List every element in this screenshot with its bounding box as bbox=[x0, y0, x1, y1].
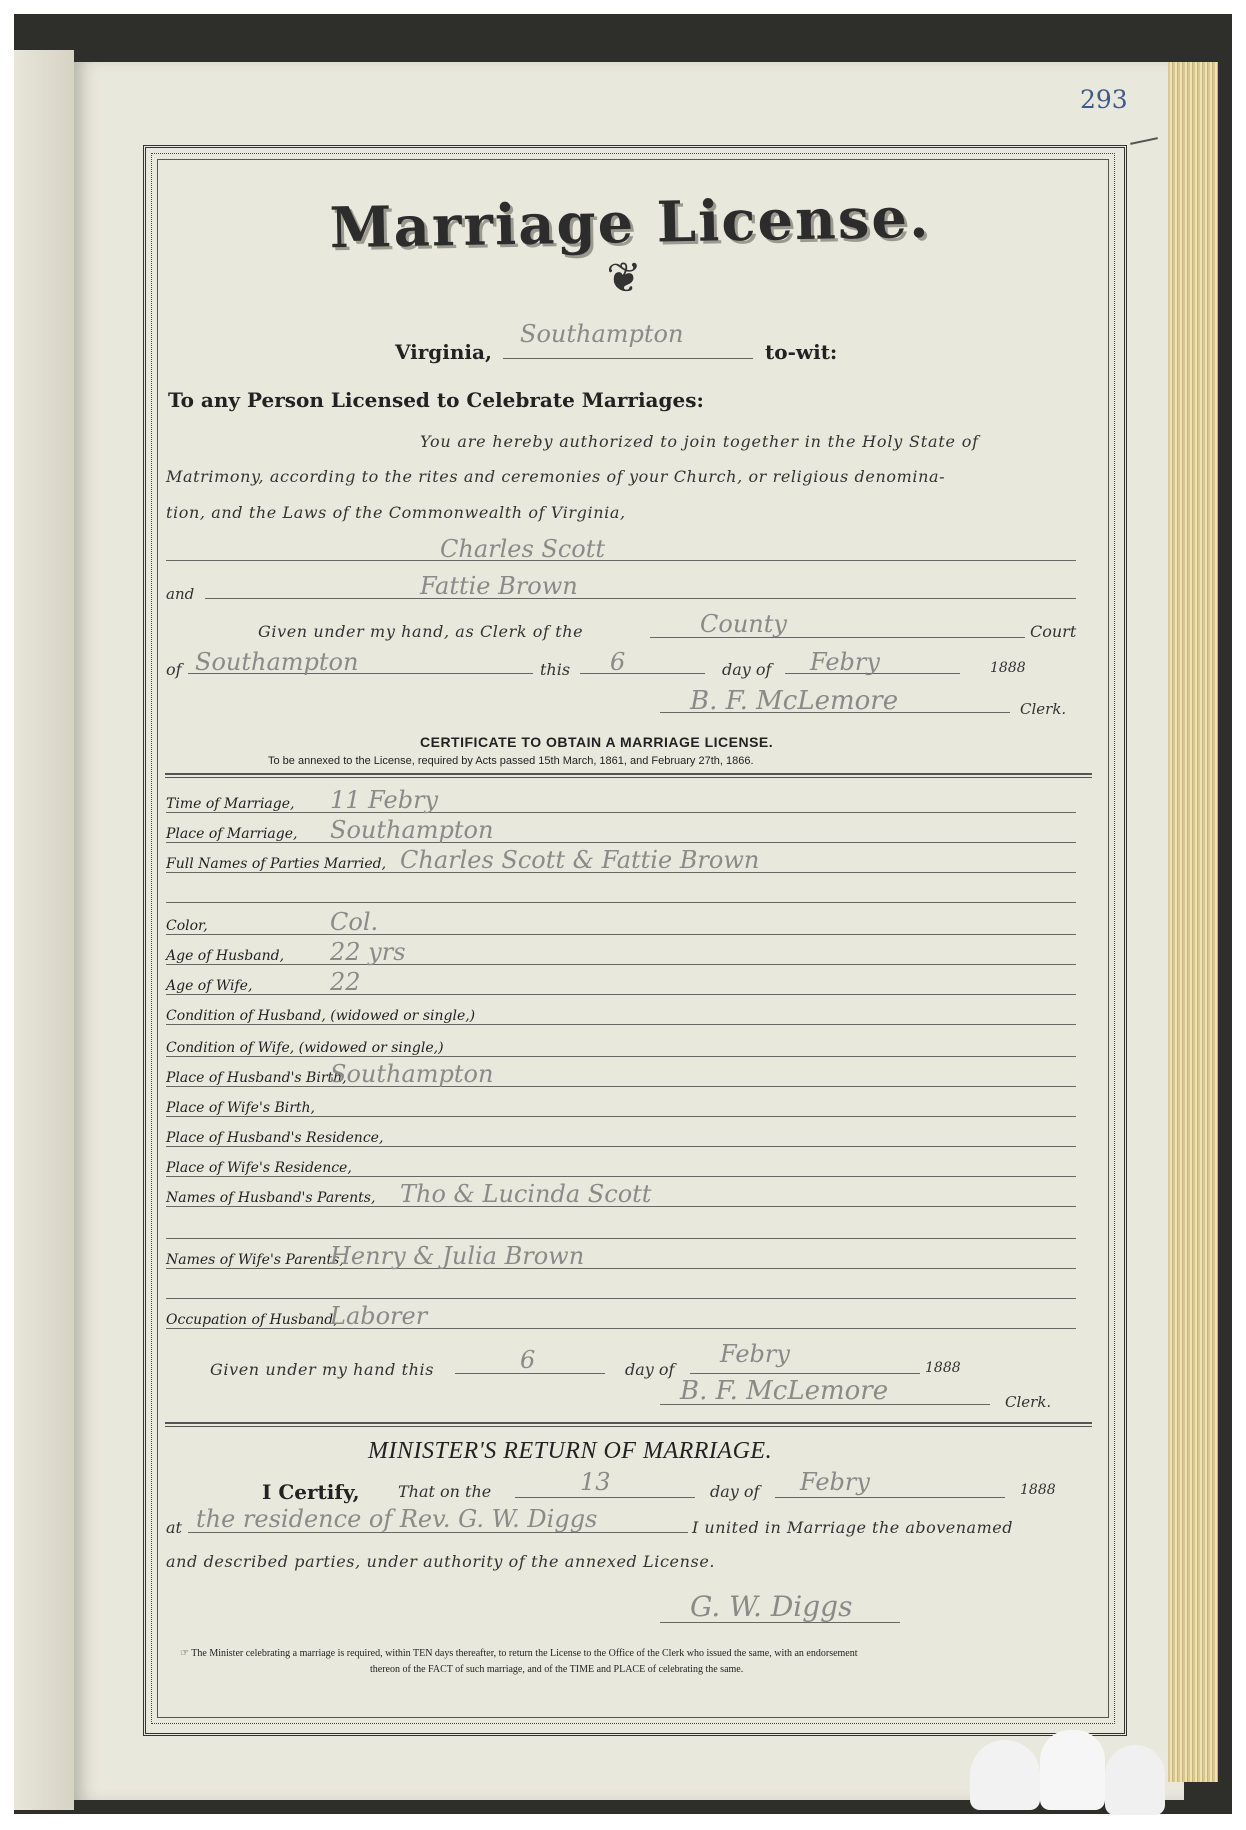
field-value: Charles Scott & Fattie Brown bbox=[400, 846, 760, 874]
license-title: Marriage License. bbox=[329, 184, 931, 262]
year-label: 1888 bbox=[990, 660, 1026, 676]
field-label: Condition of Husband, (widowed or single,) bbox=[166, 1008, 476, 1024]
party2-value: Fattie Brown bbox=[420, 572, 578, 600]
to-wit-label: to-wit: bbox=[765, 340, 838, 364]
glove-finger bbox=[1105, 1745, 1165, 1815]
return-year: 1888 bbox=[1020, 1482, 1056, 1498]
return-month-value: Febry bbox=[800, 1468, 870, 1496]
location-value: the residence of Rev. G. W. Diggs bbox=[196, 1505, 598, 1533]
field-label: Names of Wife's Parents, bbox=[166, 1252, 344, 1268]
field-line bbox=[166, 902, 1076, 903]
field-value: 22 yrs bbox=[330, 938, 406, 966]
court-label: Court bbox=[1030, 622, 1077, 641]
return-heading: MINISTER'S RETURN OF MARRIAGE. bbox=[368, 1438, 773, 1464]
glove-finger bbox=[970, 1740, 1040, 1810]
field-value: Laborer bbox=[330, 1302, 428, 1330]
given-line-label: Given under my hand this bbox=[210, 1360, 435, 1379]
emblem-icon: ❦ bbox=[606, 253, 642, 302]
field-label: Time of Marriage, bbox=[166, 796, 295, 812]
field-line bbox=[166, 1116, 1076, 1117]
day-line bbox=[580, 673, 705, 674]
field-label: Condition of Wife, (widowed or single,) bbox=[166, 1040, 444, 1056]
pointing-hand-icon: ☞ bbox=[180, 1648, 189, 1659]
field-value: Col. bbox=[330, 908, 379, 936]
described-text: and described parties, under authority of the annexed License. bbox=[166, 1552, 716, 1571]
return-day-value: 13 bbox=[580, 1468, 611, 1496]
field-value: Southampton bbox=[330, 816, 494, 844]
given-month-line bbox=[690, 1373, 920, 1374]
field-label: Place of Wife's Birth, bbox=[166, 1100, 316, 1116]
day-of-label: day of bbox=[722, 660, 772, 679]
clerk-signature: B. F. McLemore bbox=[690, 686, 899, 716]
at-label: at bbox=[166, 1518, 182, 1537]
this-label: this bbox=[540, 660, 571, 679]
day-value: 6 bbox=[610, 648, 626, 676]
certificate-rule bbox=[165, 773, 1092, 778]
authorization-line-3: tion, and the Laws of the Commonwealth of Virginia, bbox=[166, 503, 626, 522]
glove-finger bbox=[1040, 1730, 1105, 1810]
that-on-the-label: That on the bbox=[398, 1482, 492, 1501]
field-label: Occupation of Husband, bbox=[166, 1312, 338, 1328]
field-line bbox=[166, 1086, 1076, 1087]
field-line bbox=[166, 964, 1076, 965]
given-under-hand: Given under my hand, as Clerk of the bbox=[258, 622, 584, 641]
field-line bbox=[166, 842, 1076, 843]
field-line bbox=[166, 1056, 1076, 1057]
certificate-subheading: To be annexed to the License, required by Acts passed 15th March, 1861, and February 27th, 1866. bbox=[268, 755, 754, 767]
field-line bbox=[166, 1268, 1076, 1269]
return-day-of-label: day of bbox=[710, 1482, 760, 1501]
and-label: and bbox=[166, 585, 195, 603]
united-text: I united in Marriage the abovenamed bbox=[692, 1518, 1013, 1537]
page-number: 293 bbox=[1080, 85, 1128, 114]
authorization-line-2: Matrimony, according to the rites and ceremonies of your Church, or religious denomina- bbox=[166, 467, 946, 486]
given-day-of-label: day of bbox=[625, 1360, 675, 1379]
field-label: Place of Marriage, bbox=[166, 826, 298, 842]
field-line bbox=[166, 994, 1076, 995]
county-value: Southampton bbox=[520, 320, 684, 348]
minister-signature: G. W. Diggs bbox=[690, 1590, 853, 1623]
footnote-line-2: thereon of the FACT of such marriage, and of the TIME and PLACE of celebrating the same. bbox=[370, 1664, 744, 1675]
field-label: Age of Wife, bbox=[166, 978, 253, 994]
given-month-value: Febry bbox=[720, 1340, 790, 1368]
field-value: Tho & Lucinda Scott bbox=[400, 1180, 652, 1208]
field-label: Full Names of Parties Married, bbox=[166, 856, 387, 872]
footnote-text-1: The Minister celebrating a marriage is required, within TEN days thereafter, to return the License to the Office of the Clerk who issued the same, with an endorsement bbox=[191, 1648, 858, 1659]
page-edges bbox=[1168, 62, 1218, 1782]
field-value: Southampton bbox=[330, 1060, 494, 1088]
field-label: Age of Husband, bbox=[166, 948, 285, 964]
state-label: Virginia, bbox=[395, 340, 492, 364]
field-value: 22 bbox=[330, 968, 361, 996]
return-month-line bbox=[775, 1497, 1005, 1498]
certify-label: I Certify, bbox=[262, 1480, 360, 1504]
field-line bbox=[166, 1238, 1076, 1239]
of-value: Southampton bbox=[195, 648, 359, 676]
cert-clerk-label: Clerk. bbox=[1005, 1393, 1052, 1411]
field-line bbox=[166, 1328, 1076, 1329]
cert-clerk-signature: B. F. McLemore bbox=[680, 1376, 889, 1406]
of-label: of bbox=[166, 660, 182, 679]
party2-line bbox=[205, 598, 1076, 599]
clerk-label: Clerk. bbox=[1020, 700, 1067, 718]
return-day-line bbox=[515, 1497, 695, 1498]
certificate-heading: CERTIFICATE TO OBTAIN A MARRIAGE LICENSE. bbox=[420, 734, 774, 750]
court-value: County bbox=[700, 610, 787, 638]
field-label: Color, bbox=[166, 918, 208, 934]
field-value: 11 Febry bbox=[330, 786, 439, 814]
footnote-line-1 bbox=[180, 1648, 858, 1659]
field-label: Names of Husband's Parents, bbox=[166, 1190, 376, 1206]
field-label: Place of Husband's Birth, bbox=[166, 1070, 347, 1086]
left-page bbox=[14, 50, 74, 1810]
county-line bbox=[503, 358, 753, 359]
field-line bbox=[166, 1298, 1076, 1299]
return-rule bbox=[165, 1422, 1092, 1427]
field-line bbox=[166, 1146, 1076, 1147]
party1-value: Charles Scott bbox=[440, 535, 606, 563]
given-year: 1888 bbox=[925, 1360, 961, 1376]
party1-line bbox=[166, 560, 1076, 561]
field-line bbox=[166, 1024, 1076, 1025]
field-line bbox=[166, 812, 1076, 813]
field-label: Place of Wife's Residence, bbox=[166, 1160, 352, 1176]
field-line bbox=[166, 934, 1076, 935]
given-day-value: 6 bbox=[520, 1346, 536, 1374]
month-value: Febry bbox=[810, 648, 880, 676]
field-value: Henry & Julia Brown bbox=[330, 1242, 585, 1270]
field-label: Place of Husband's Residence, bbox=[166, 1130, 384, 1146]
authorization-line-1: You are hereby authorized to join together in the Holy State of bbox=[420, 432, 979, 451]
to-any-person: To any Person Licensed to Celebrate Marriages: bbox=[168, 388, 704, 412]
field-line bbox=[166, 1176, 1076, 1177]
